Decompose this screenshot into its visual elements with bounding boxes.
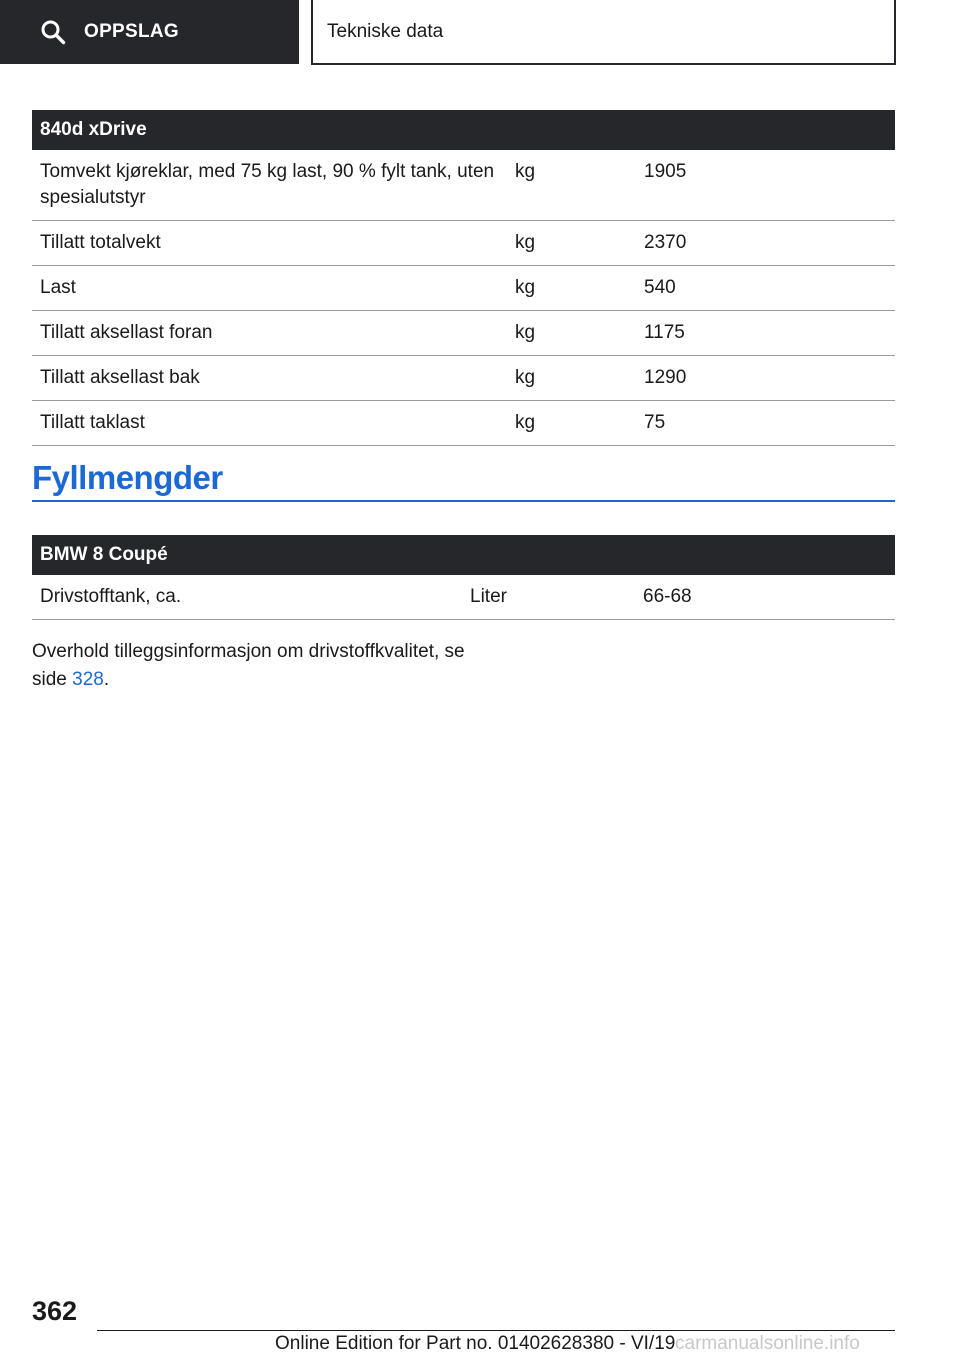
row-label: Tillatt aksellast foran — [32, 311, 507, 356]
chapter-title: Tekniske data — [327, 20, 444, 42]
table-heading: 840d xDrive — [32, 110, 895, 150]
table-row — [32, 150, 895, 221]
row-value: 66-68 — [635, 575, 895, 620]
row-label: Tillatt taklast — [32, 401, 507, 446]
row-value: 2370 — [636, 221, 895, 266]
section-tab-oppslag[interactable] — [0, 0, 299, 64]
note-text: Overhold tilleggsinformasjon om drivstoffkvalitet, se side — [32, 641, 465, 690]
row-value: 1290 — [636, 356, 895, 401]
page-number: 362 — [32, 1296, 78, 1326]
row-unit: kg — [507, 356, 636, 401]
row-unit: kg — [507, 221, 636, 266]
table-heading: BMW 8 Coupé — [32, 535, 895, 575]
fuel-quality-note — [32, 638, 492, 694]
table-header-row — [32, 110, 895, 150]
table-row — [32, 401, 895, 446]
row-unit: kg — [507, 311, 636, 356]
row-value: 540 — [636, 266, 895, 311]
page-reference-link[interactable]: 328 — [72, 669, 104, 690]
table-row — [32, 311, 895, 356]
row-label: Tomvekt kjøreklar, med 75 kg last, 90 % fylt tank, uten spesialutstyr — [32, 150, 507, 221]
row-value: 75 — [636, 401, 895, 446]
section-label: OPPSLAG — [84, 21, 180, 42]
row-unit: kg — [507, 401, 636, 446]
row-label: Tillatt totalvekt — [32, 221, 507, 266]
capacities-table — [32, 535, 895, 620]
section-title: Fyllmengder — [32, 458, 895, 502]
row-unit: Liter — [462, 575, 635, 620]
chapter-header — [311, 0, 896, 65]
row-unit: kg — [507, 266, 636, 311]
note-text-end: . — [103, 669, 110, 690]
row-unit: kg — [507, 150, 636, 221]
table-header-row — [32, 535, 895, 575]
row-label: Tillatt aksellast bak — [32, 356, 507, 401]
table-row — [32, 356, 895, 401]
table-row — [32, 221, 895, 266]
row-value: 1175 — [636, 311, 895, 356]
watermark: carmanualsonline.info — [675, 1333, 860, 1354]
table-row — [32, 266, 895, 311]
row-label: Last — [32, 266, 507, 311]
search-icon — [40, 19, 66, 45]
row-value: 1905 — [636, 150, 895, 221]
row-label: Drivstofftank, ca. — [32, 575, 462, 620]
weights-table — [32, 110, 895, 446]
table-row — [32, 575, 895, 620]
footer-divider — [97, 1330, 895, 1331]
edition-text: Online Edition for Part no. 01402628380 - VI/19 — [275, 1333, 676, 1354]
